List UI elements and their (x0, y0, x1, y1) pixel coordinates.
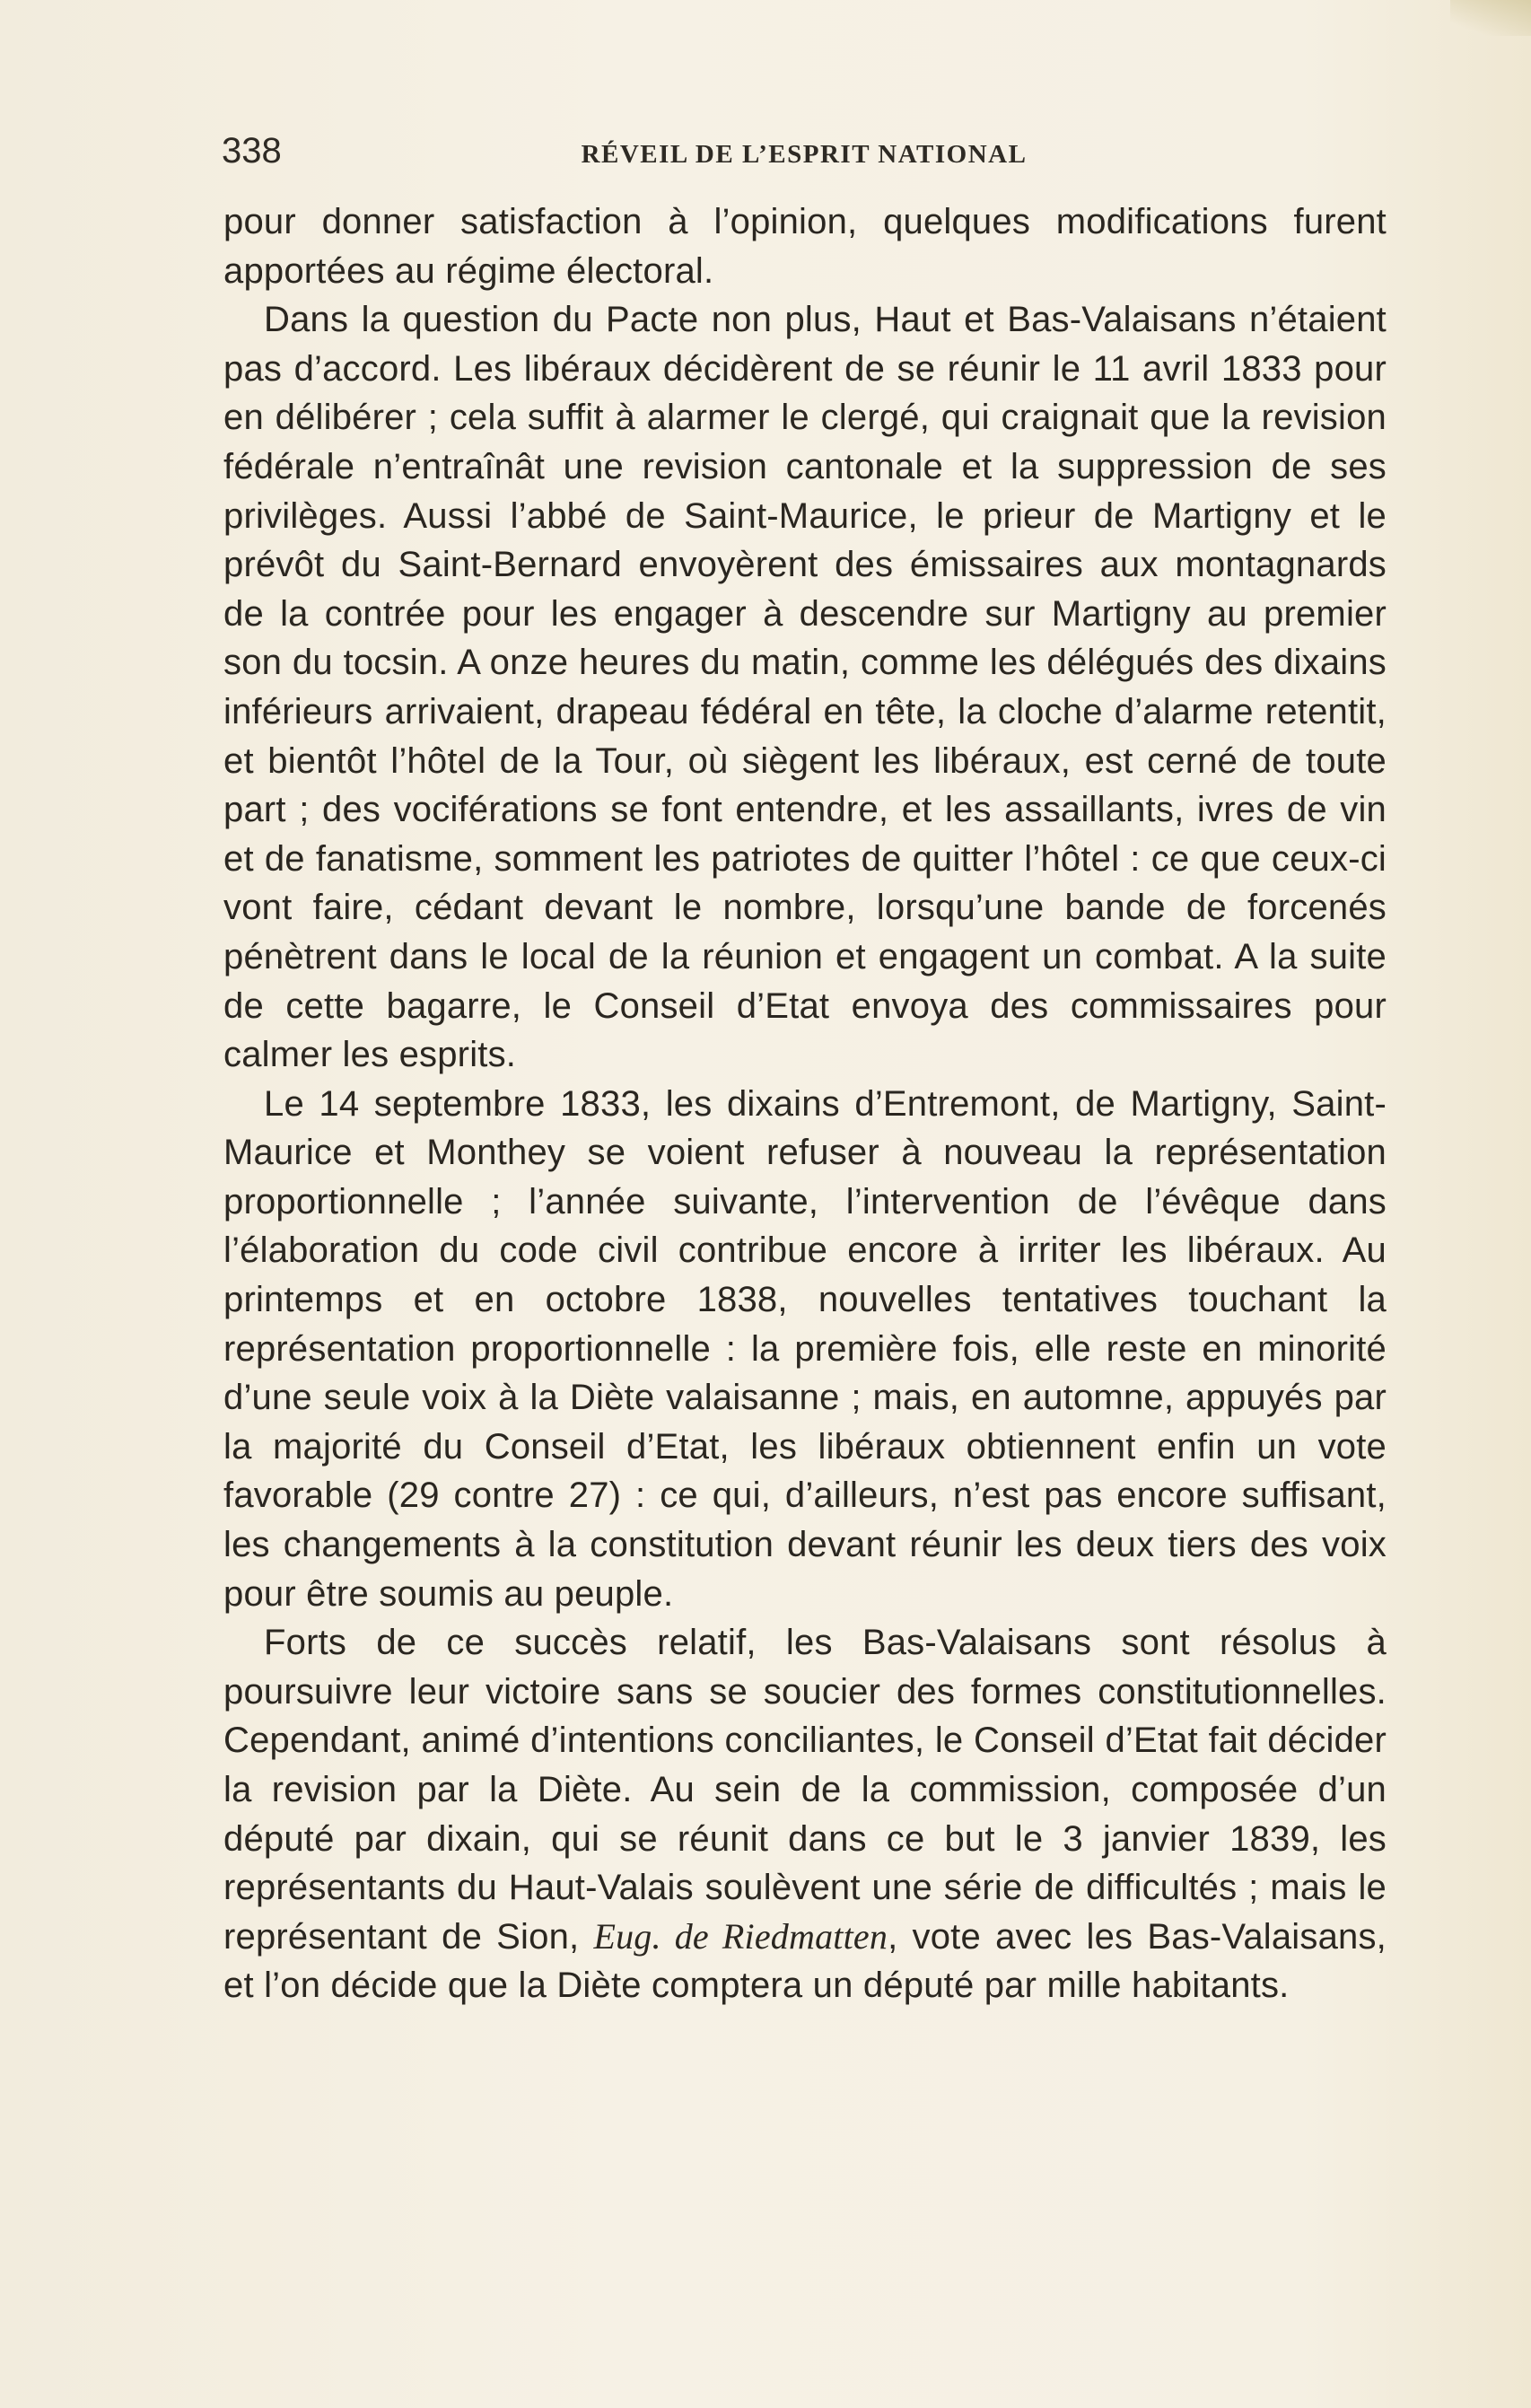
paragraph-4 (223, 1618, 1387, 2010)
running-head (222, 126, 1387, 176)
page-corner-shading (1450, 0, 1531, 36)
body-text (223, 197, 1387, 2010)
running-title: RÉVEIL DE L’ESPRIT NATIONAL (581, 140, 1028, 169)
paragraph-3: Le 14 septembre 1833, les dixains d’Entremont, de Martigny, Saint-Maurice et Monthey se voient refuser à nouveau la représentation proportionnelle ; l’année suivante, l’intervention de l’évêque dans l’élaboration du code civil contribue encore à irriter les libéraux. Au printemps et en octobre 1838, nouvelles tentatives touchant la représentation proportionnelle : la première fois, elle reste en minorité d’une seule voix à la Diète valaisanne ; mais, en automne, appuyés par la majorité du Conseil d’Etat, les libéraux obtiennent enfin un vote favorable (29 contre 27) : ce qui, d’ailleurs, n’est pas encore suffisant, les changements à la constitution devant réunir les deux tiers des voix pour être soumis au peuple. (223, 1083, 1387, 1614)
paragraph-1: pour donner satisfaction à l’opinion, quelques modifications furent apportées au régime électoral. (223, 202, 1387, 291)
paragraph-4-emphasis: Eug. de Riedmatten (593, 1915, 888, 1957)
paragraph-2: Dans la question du Pacte non plus, Haut et Bas-Valaisans n’étaient pas d’accord. Les libéraux décidèrent de se réunir le 11 avril 1833 pour en délibérer ; cela suffit à alarmer le clergé, qui craignait que la revision fédérale n’entraînât une revision cantonale et la suppression de ses privilèges. Aussi l’abbé de Saint-Maurice, le prieur de Martigny et le prévôt du Saint-Bernard envoyèrent des émissaires aux montagnards de la contrée pour les engager à descendre sur Martigny au premier son du tocsin. A onze heures du matin, comme les délégués des dixains inférieurs arrivaient, drapeau fédéral en tête, la cloche d’alarme retentit, et bientôt l’hôtel de la Tour, où siègent les libéraux, est cerné de toute part ; des vociférations se font entendre, et les assaillants, ivres de vin et de fanatisme, somment les patriotes de quitter l’hôtel : ce que ceux-ci vont faire, cédant devant le nombre, lorsqu’une bande de forcenés pénètrent dans le local de la réunion et engagent un combat. A la suite de cette bagarre, le Conseil d’Etat envoya des commissaires pour calmer les esprits. (223, 300, 1387, 1075)
paragraph-4-text-after: , vote avec les Bas-Valaisans, et l’on décide que la Diète comptera un député par mille habitants. (223, 1916, 1387, 2006)
paragraph-4-text-before: Forts de ce succès relatif, les Bas-Valaisans sont résolus à poursuivre leur victoire sans se soucier des formes constitutionnelles. Cependant, animé d’intentions conciliantes, le Conseil d’Etat fait décider la revision par la Diète. Au sein de la commission, composée d’un député par dixain, qui se réunit dans ce but le 3 janvier 1839, les représentants du Haut-Valais soulèvent une série de difficultés ; mais le représentant de Sion, (223, 1623, 1387, 1957)
page-number: 338 (222, 131, 282, 171)
